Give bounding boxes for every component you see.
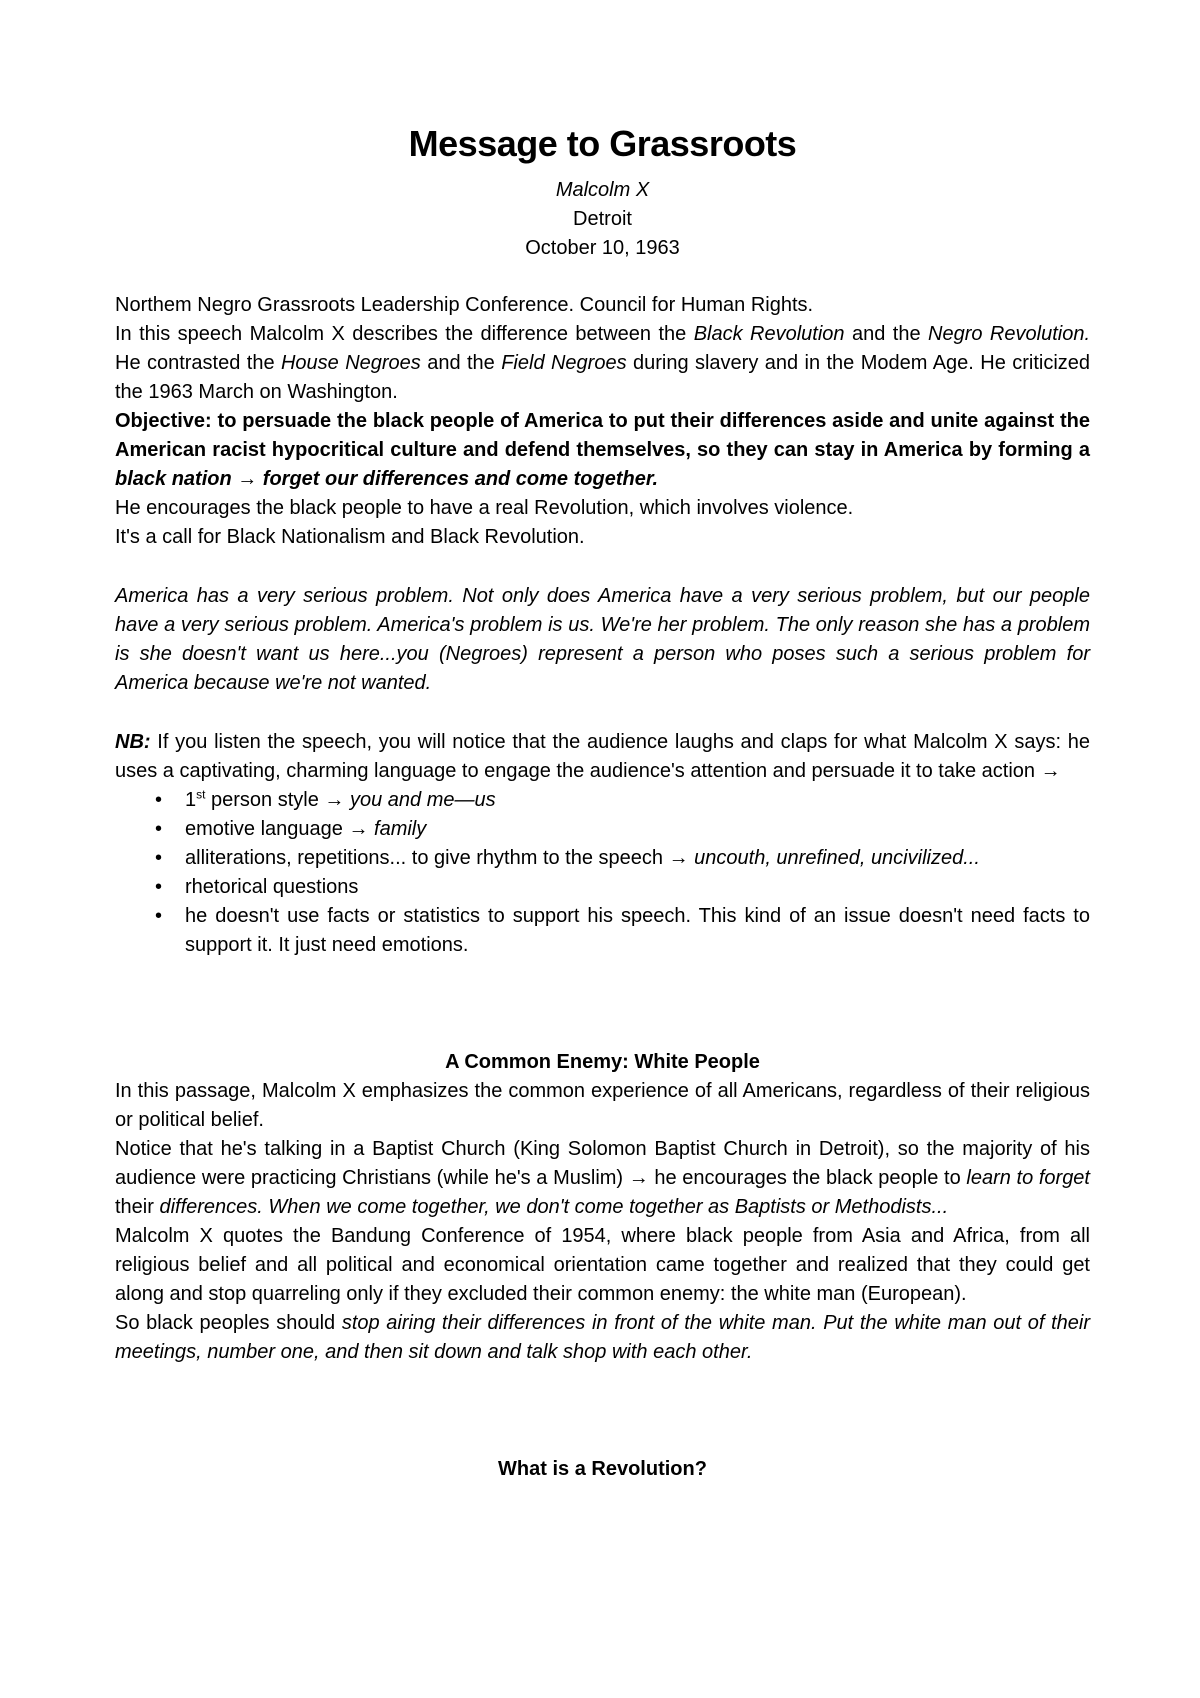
section-heading-revolution: What is a Revolution? bbox=[498, 1458, 707, 1480]
list-text: alliterations, repetitions... to give rhythm to the speech → bbox=[185, 847, 695, 869]
list-item bbox=[155, 815, 1090, 844]
section1-paragraph: In this passage, Malcolm X emphasizes the common experience of all Americans, regardless of their religious or political belief. bbox=[115, 1080, 1090, 1131]
section1-text: Notice that he's talking in a Baptist Church (King Solomon Baptist Church in Detroit), so the majority of his audience were practicing Christians (while he's a Muslim) → he encourages the black people to bbox=[115, 1138, 1090, 1189]
section1-paragraph bbox=[115, 1309, 1090, 1367]
intro-em: Black Revolution bbox=[693, 323, 845, 345]
objective-paragraph bbox=[115, 407, 1090, 494]
section-heading-common-enemy: A Common Enemy: White People bbox=[445, 1051, 760, 1073]
intro-paragraph bbox=[115, 320, 1090, 407]
list-text: emotive language → bbox=[185, 818, 375, 840]
list-text: person style → bbox=[205, 789, 350, 811]
section1-text: So black peoples should bbox=[115, 1312, 342, 1334]
intro-em: House Negroes bbox=[280, 352, 421, 374]
objective-em: black nation → forget our differences and come together. bbox=[115, 468, 659, 490]
section1-paragraph: Malcolm X quotes the Bandung Conference of 1954, where black people from Asia and Africa, from all religious belief and all political and economical orientation came together and realized that they could get along and stop quarreling only if they excluded their common enemy: the white man (European). bbox=[115, 1225, 1090, 1305]
intro-em: Negro Revolution. bbox=[928, 323, 1090, 345]
section1-em: learn to forget bbox=[966, 1167, 1090, 1189]
intro-text: during slavery and in the Modem Age. He criticized the 1963 March on Washington. bbox=[115, 352, 1091, 403]
list-em: family bbox=[374, 818, 427, 840]
document-page bbox=[115, 110, 1090, 1484]
speech-date: October 10, 1963 bbox=[525, 237, 680, 259]
section1-text: their bbox=[115, 1196, 160, 1218]
nb-text: If you listen the speech, you will notice that the audience laughs and claps for what Malcolm X says: he uses a captivating, charming language to engage the audience's attention and persuade it to take action → bbox=[115, 731, 1090, 782]
list-item bbox=[155, 844, 1090, 873]
document-title: Message to Grassroots bbox=[408, 123, 797, 164]
rhetoric-list bbox=[115, 786, 1090, 960]
section1-em: differences. When we come together, we don't come together as Baptists or Methodists... bbox=[159, 1196, 949, 1218]
list-item bbox=[155, 873, 1090, 902]
list-text: 1 bbox=[185, 789, 197, 811]
list-item bbox=[155, 902, 1090, 960]
objective-text: Objective: to persuade the black people of America to put their differences aside and unite against the American racist hypocritical culture and defend themselves, so they can stay in America by forming a bbox=[115, 410, 1090, 461]
intro-text: and the bbox=[844, 323, 929, 345]
ordinal-suffix: st bbox=[196, 787, 206, 802]
speech-place: Detroit bbox=[573, 208, 632, 230]
intro-line-revolution: He encourages the black people to have a real Revolution, which involves violence. bbox=[115, 497, 854, 519]
intro-text: and the bbox=[420, 352, 502, 374]
list-em: you and me—us bbox=[349, 789, 496, 811]
nb-paragraph bbox=[115, 728, 1090, 786]
list-text: he doesn't use facts or statistics to support his speech. This kind of an issue doesn't need facts to support it. It just need emotions. bbox=[185, 905, 1090, 956]
intro-text: He contrasted the bbox=[115, 352, 281, 374]
section1-em: stop airing their differences in front of the white man. Put the white man out of their meetings, number one, and then sit down and talk shop with each other. bbox=[115, 1312, 1091, 1363]
intro-em: Field Negroes bbox=[501, 352, 627, 374]
list-em: uncouth, unrefined, uncivilized... bbox=[694, 847, 980, 869]
section1-paragraph bbox=[115, 1135, 1090, 1222]
nb-label: NB: bbox=[115, 731, 151, 753]
list-item bbox=[155, 786, 1090, 815]
author-name: Malcolm X bbox=[555, 179, 650, 201]
intro-line-nationalism: It's a call for Black Nationalism and Black Revolution. bbox=[115, 526, 585, 548]
list-text: rhetorical questions bbox=[185, 876, 359, 898]
speech-quote: America has a very serious problem. Not only does America have a very serious problem, but our people have a very serious problem. America's problem is us. We're her problem. The only reason she has a problem is she doesn't want us here...you (Negroes) represent a person who poses such a serious problem for America because we're not wanted. bbox=[115, 585, 1090, 694]
intro-line-conference: Northem Negro Grassroots Leadership Conference. Council for Human Rights. bbox=[115, 294, 814, 316]
intro-text: In this speech Malcolm X describes the difference between the bbox=[115, 323, 694, 345]
